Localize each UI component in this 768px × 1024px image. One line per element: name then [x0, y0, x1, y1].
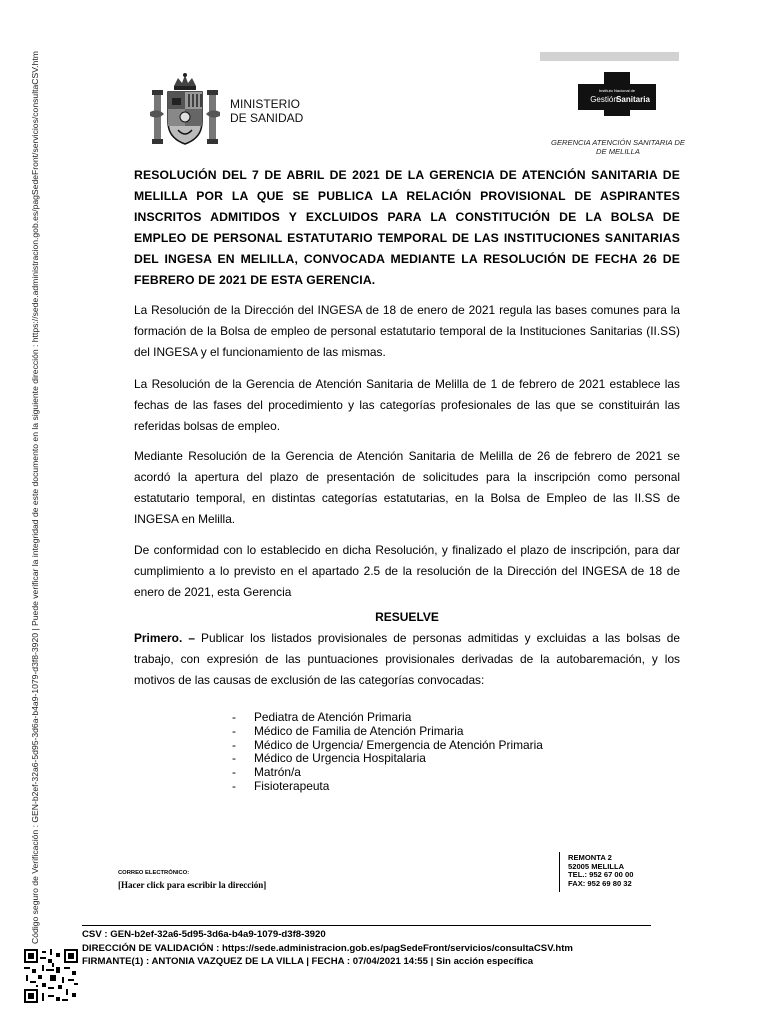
- ministry-line-2: DE SANIDAD: [230, 111, 304, 125]
- address-divider: [559, 852, 560, 892]
- category-item: - Médico de Familia de Atención Primaria: [232, 725, 543, 739]
- resuelve-heading: RESUELVE: [375, 610, 439, 624]
- address-line: TEL.: 952 67 00 00: [568, 870, 634, 880]
- paragraph-4: De conformidad con lo establecido en dicha Resolución, y finalizado el plazo de inscripción, para dar cumplimiento a lo previsto en el apartado 2.5 de la resolución de la Dirección del INGESA de 18 de enero de 2021, esta Gerencia: [134, 543, 680, 599]
- gs-logo-small-text: Instituto Nacional de: [598, 88, 636, 93]
- gestion-sanitaria-logo: [578, 72, 656, 116]
- footer-divider: [82, 925, 651, 926]
- address-line: REMONTA 2: [568, 853, 612, 862]
- primero-label: Primero. –: [134, 631, 195, 645]
- address-line: 52005 MELILLA: [568, 861, 625, 871]
- paragraph-1: La Resolución de la Dirección del INGESA de 18 de enero de 2021 regula las bases comunes para la formación de la Bolsa de empleo de personal estatutario temporal de la Instituciones Sanitarias (II.SS) del INGESA y el funcionamiento de las mismas.: [134, 303, 680, 359]
- paragraph-3: Mediante Resolución de la Gerencia de Atención Sanitaria de Melilla de 26 de febrero de 2021 se acordó la apertura del plazo de presentación de solicitudes para la inscripción como personal estatutario temporal, en distintas categorías estatutarias, en la Bolsa de Empleo de las II.SS de INGESA en Melilla.: [134, 449, 680, 526]
- resolution-title: RESOLUCIÓN DEL 7 DE ABRIL DE 2021 DE LA GERENCIA DE ATENCIÓN SANITARIA DE MELILLA POR LA QUE SE PUBLICA LA RELACIÓN PROVISIONAL DE ASPIRANTES INSCRITOS ADMITIDOS Y EXCLUIDOS PARA LA CONSTITUCIÓN DE LA BOLSA DE EMPLEO DE PERSONAL ESTATUTARIO TEMPORAL DE LAS INSTITUCIONES SANITARIAS DEL INGESA EN MELILLA, CONVOCADA MEDIANTE LA RESOLUCIÓN DE FECHA 26 DE FEBRERO DE 2021 DE ESTA GERENCIA.: [134, 168, 680, 287]
- gs-logo-brand-a: Gestión: [590, 95, 618, 104]
- category-list: [232, 711, 543, 794]
- signer-info: FIRMANTE(1) : ANTONIA VAZQUEZ DE LA VILLA | FECHA : 07/04/2021 14:55 | Sin acción específica: [82, 956, 534, 968]
- primero-paragraph: [134, 628, 680, 691]
- gerencia-caption-line-1: GERENCIA ATENCIÓN SANITARIA DE: [551, 138, 685, 147]
- side-verification-text: Código seguro de Verificación : GEN-b2ef-32a6-5d95-3d6a-b4a9-1079-d3f8-3920 | Puede verificar la integridad de este documento en la siguiente dirección : https://sede.administracion.gob.es/pagSedeFront/servicios/consultaCSV.htm: [30, 51, 40, 944]
- signature-block: [82, 928, 573, 969]
- primero-text: Publicar los listados provisionales de personas admitidas y excluidas a las bolsas de trabajo, con expresión de las puntuaciones provisionales derivadas de la autobaremación, y los motivos de las causas de exclusión de las categorías convocadas:: [134, 631, 680, 687]
- address-block: [568, 854, 633, 888]
- gs-logo-brand-b: Sanitaria: [616, 95, 650, 104]
- category-item: - Médico de Urgencia Hospitalaria: [232, 752, 543, 766]
- category-item: - Pediatra de Atención Primaria: [232, 711, 543, 725]
- ministry-name: [230, 97, 303, 125]
- category-item: - Fisioterapeuta: [232, 780, 543, 794]
- gerencia-caption-line-2: DE MELILLA: [596, 147, 640, 156]
- paragraph-2: La Resolución de la Gerencia de Atención Sanitaria de Melilla de 1 de febrero de 2021 establece las fechas de las fases del procedimiento y las categorías profesionales de las que se constituirán las referidas bolsas de empleo.: [134, 377, 680, 433]
- category-item: - Médico de Urgencia/ Emergencia de Atención Primaria: [232, 739, 543, 753]
- spain-coat-of-arms-logo: [148, 72, 222, 154]
- csv-code: CSV : GEN-b2ef-32a6-5d95-3d6a-b4a9-1079-d3f8-3920: [82, 929, 326, 940]
- address-line: FAX: 952 69 80 32: [568, 878, 632, 888]
- email-label: CORREO ELECTRÓNICO:: [118, 870, 190, 876]
- gerencia-caption: [548, 138, 688, 156]
- email-field[interactable]: [Hacer click para escribir la dirección]: [118, 880, 267, 890]
- category-item: - Matrón/a: [232, 766, 543, 780]
- header-gray-bar: [540, 52, 679, 61]
- ministry-line-1: MINISTERIO: [230, 97, 301, 111]
- qr-code: [24, 949, 78, 1003]
- validation-url: DIRECCIÓN DE VALIDACIÓN : https://sede.administracion.gob.es/pagSedeFront/servicios/consultaCSV.htm: [82, 942, 573, 954]
